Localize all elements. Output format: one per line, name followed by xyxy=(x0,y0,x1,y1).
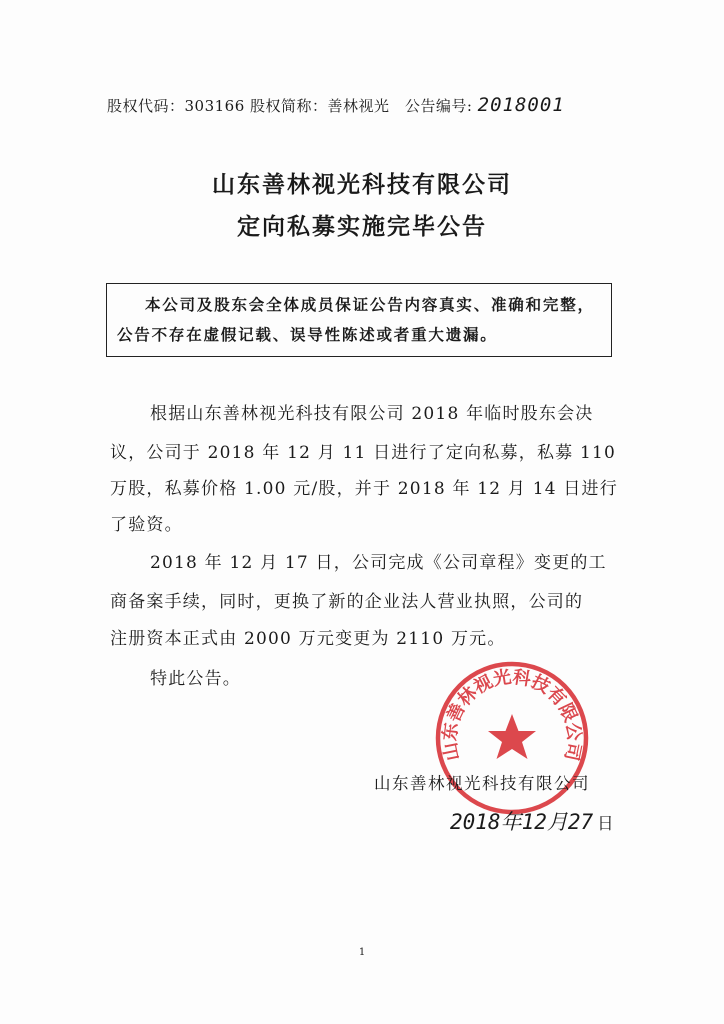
announcement-number: 2018001 xyxy=(477,94,565,116)
notice-line-1: 本公司及股东会全体成员保证公告内容真实、准确和完整， xyxy=(145,295,595,314)
paragraph-1-line-4: 了验资。 xyxy=(110,515,183,535)
signature-date-handwritten: 2018年12月27 xyxy=(450,810,594,834)
guarantee-notice-box xyxy=(106,283,612,357)
paragraph-1-line-1: 根据山东善林视光科技有限公司 2018 年临时股东会决 xyxy=(150,404,594,424)
signature-date-day-char: 日 xyxy=(597,814,614,833)
paragraph-2-line-2: 商备案手续，同时，更换了新的企业法人营业执照，公司的 xyxy=(110,592,584,612)
paragraph-1-line-3: 万股，私募价格 1.00 元/股，并于 2018 年 12 月 14 日进行 xyxy=(110,479,618,499)
paragraph-2-line-3: 注册资本正式由 2000 万元变更为 2110 万元。 xyxy=(110,629,506,649)
signature-date xyxy=(450,806,614,836)
document-title-line1: 山东善林视光科技有限公司 xyxy=(212,171,512,198)
header-line xyxy=(107,94,565,116)
company-seal xyxy=(432,658,592,818)
notice-line-2: 公告不存在虚假记载、误导性陈述或者重大遗漏。 xyxy=(117,325,498,344)
seal-star xyxy=(488,714,536,759)
seal-text: 山东善林视光科技有限公司 xyxy=(439,666,585,763)
closing-statement: 特此公告。 xyxy=(150,669,241,689)
paragraph-2-line-1: 2018 年 12 月 17 日，公司完成《公司章程》变更的工 xyxy=(150,553,607,573)
announcement-label: 公告编号: xyxy=(404,97,473,115)
document-title-line2: 定向私募实施完毕公告 xyxy=(237,213,487,240)
page-number: 1 xyxy=(358,947,366,958)
paragraph-1-line-2: 议，公司于 2018 年 12 月 11 日进行了定向私募，私募 110 xyxy=(110,443,617,463)
signature-company: 山东善林视光科技有限公司 xyxy=(374,774,590,793)
stock-info: 股权代码：303166 股权简称：善林视光 xyxy=(107,97,390,115)
